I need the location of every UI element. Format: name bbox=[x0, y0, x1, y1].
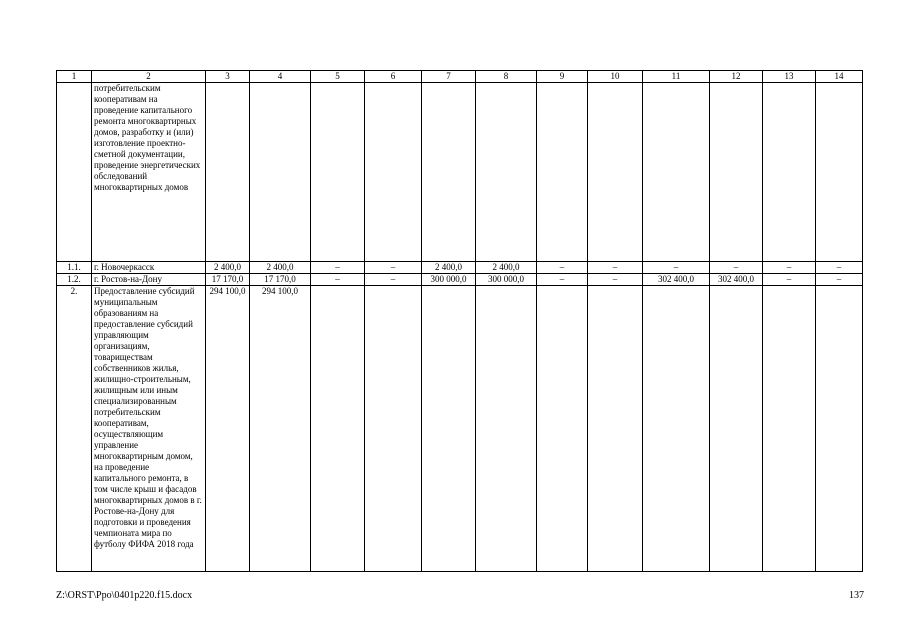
value-cell: 300 000,0 bbox=[422, 274, 476, 286]
value-cell bbox=[422, 83, 476, 262]
value-cell bbox=[537, 83, 588, 262]
value-cell bbox=[816, 83, 863, 262]
column-header: 11 bbox=[643, 71, 710, 83]
value-cell bbox=[710, 83, 763, 262]
value-cell bbox=[311, 286, 365, 572]
column-header: 14 bbox=[816, 71, 863, 83]
value-cell: – bbox=[365, 262, 422, 274]
value-cell bbox=[710, 286, 763, 572]
page-number: 137 bbox=[849, 590, 864, 601]
table-row bbox=[57, 83, 863, 262]
value-cell: – bbox=[816, 274, 863, 286]
value-cell: – bbox=[537, 274, 588, 286]
column-header: 5 bbox=[311, 71, 365, 83]
value-cell: 2 400,0 bbox=[206, 262, 250, 274]
row-name: Предоставление субсидий муниципальным образованиям на предоставление субсидий управляющим организациям, товариществам собственников жилья, жилищно-строительным, жилищным или иным специализированным потребительским кооперативам, осуществляющим управление многоквартирным домом, на проведение капитального ремонта, в том числе крыш и фасадов многоквартирных домов в г. Ростове-на-Дону для подготовки и проведения чемпионата мира по футболу ФИФА 2018 года bbox=[92, 286, 206, 572]
column-header: 3 bbox=[206, 71, 250, 83]
value-cell bbox=[365, 83, 422, 262]
value-cell bbox=[206, 83, 250, 262]
column-header: 6 bbox=[365, 71, 422, 83]
value-cell: – bbox=[365, 274, 422, 286]
value-cell: – bbox=[311, 262, 365, 274]
value-cell: – bbox=[311, 274, 365, 286]
value-cell bbox=[763, 286, 816, 572]
row-name: г. Ростов-на-Дону bbox=[92, 274, 206, 286]
value-cell bbox=[311, 83, 365, 262]
value-cell: 17 170,0 bbox=[206, 274, 250, 286]
value-cell: 2 400,0 bbox=[476, 262, 537, 274]
table-row bbox=[57, 286, 863, 572]
value-cell: – bbox=[588, 262, 643, 274]
column-header: 1 bbox=[57, 71, 92, 83]
value-cell: – bbox=[763, 262, 816, 274]
column-header: 12 bbox=[710, 71, 763, 83]
row-name: потребительским кооперативам на проведение капитального ремонта многоквартирных домов, разработку и (или) изготовление проектно-сметной документации, проведение энергетических обследований многоквартирных домов bbox=[92, 83, 206, 262]
value-cell bbox=[476, 83, 537, 262]
value-cell bbox=[250, 83, 311, 262]
column-header: 13 bbox=[763, 71, 816, 83]
value-cell: 302 400,0 bbox=[643, 274, 710, 286]
budget-table bbox=[56, 70, 863, 572]
value-cell bbox=[816, 286, 863, 572]
value-cell bbox=[643, 83, 710, 262]
row-number bbox=[57, 83, 92, 262]
value-cell: – bbox=[588, 274, 643, 286]
value-cell: 2 400,0 bbox=[250, 262, 311, 274]
row-number: 1.2. bbox=[57, 274, 92, 286]
value-cell: 294 100,0 bbox=[206, 286, 250, 572]
row-number: 2. bbox=[57, 286, 92, 572]
value-cell: – bbox=[816, 262, 863, 274]
value-cell bbox=[537, 286, 588, 572]
column-header: 8 bbox=[476, 71, 537, 83]
value-cell: – bbox=[643, 262, 710, 274]
column-header: 2 bbox=[92, 71, 206, 83]
value-cell: 300 000,0 bbox=[476, 274, 537, 286]
value-cell bbox=[365, 286, 422, 572]
table-row bbox=[57, 274, 863, 286]
value-cell: – bbox=[537, 262, 588, 274]
column-header: 9 bbox=[537, 71, 588, 83]
value-cell: 2 400,0 bbox=[422, 262, 476, 274]
value-cell bbox=[763, 83, 816, 262]
column-header: 10 bbox=[588, 71, 643, 83]
document-file-path: Z:\ORST\Ppo\0401p220.f15.docx bbox=[56, 590, 193, 601]
row-name: г. Новочеркасск bbox=[92, 262, 206, 274]
value-cell bbox=[422, 286, 476, 572]
value-cell: 17 170,0 bbox=[250, 274, 311, 286]
value-cell: 302 400,0 bbox=[710, 274, 763, 286]
table-row bbox=[57, 262, 863, 274]
column-number-row bbox=[57, 71, 863, 83]
value-cell: – bbox=[763, 274, 816, 286]
value-cell bbox=[643, 286, 710, 572]
value-cell bbox=[588, 286, 643, 572]
column-header: 7 bbox=[422, 71, 476, 83]
column-header: 4 bbox=[250, 71, 311, 83]
value-cell: 294 100,0 bbox=[250, 286, 311, 572]
row-number: 1.1. bbox=[57, 262, 92, 274]
value-cell bbox=[476, 286, 537, 572]
value-cell: – bbox=[710, 262, 763, 274]
value-cell bbox=[588, 83, 643, 262]
